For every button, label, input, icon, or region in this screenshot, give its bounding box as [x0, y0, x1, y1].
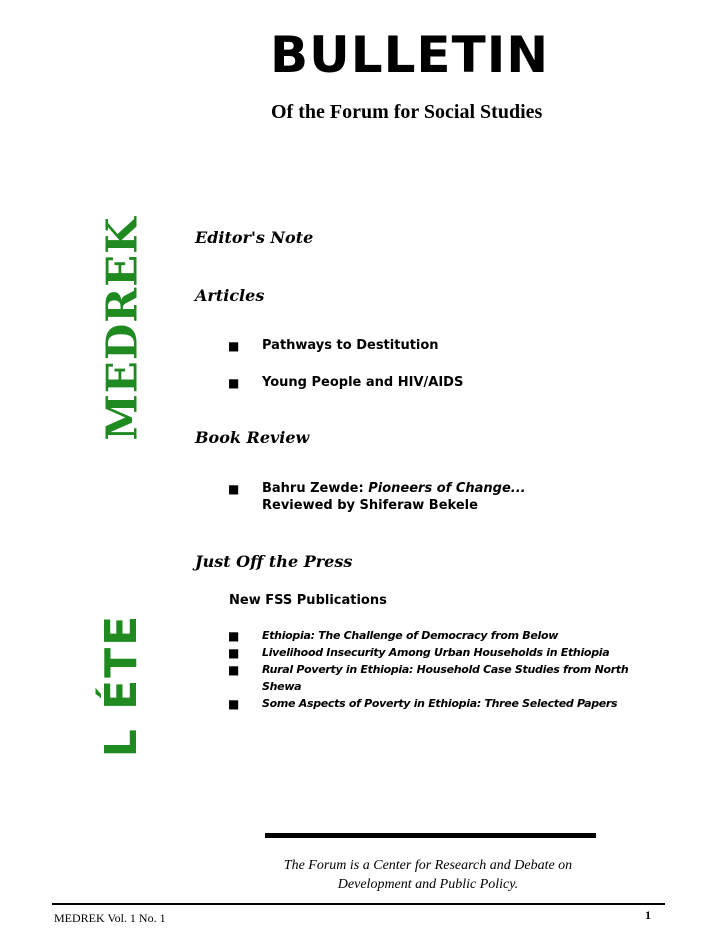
publication-item: Rural Poverty in Ethiopia: Household Case Studies from North Shewa: [262, 663, 629, 693]
book-review-reviewer: Reviewed by Shiferaw Bekele: [262, 498, 478, 513]
bullet-icon: ■: [228, 376, 240, 390]
publications-subheading: New FSS Publications: [229, 593, 387, 608]
bullet-icon: ■: [228, 646, 240, 660]
medrek-side-text: MEDREK: [97, 215, 147, 441]
book-review-title: Pioneers of Change...: [368, 481, 526, 496]
bulletin-title: BULLETIN: [270, 26, 550, 84]
bullet-icon: ■: [228, 629, 240, 643]
article-item: Pathways to Destitution: [262, 338, 439, 353]
lete-side-text: L ÉTΕ: [96, 613, 148, 757]
bullet-icon: ■: [228, 663, 240, 677]
book-review-entry: [262, 480, 526, 514]
page-number: 1: [645, 908, 651, 922]
bullet-icon: ■: [228, 697, 240, 711]
footer-issue-label: MEDREK Vol. 1 No. 1: [54, 911, 166, 925]
bullet-icon: ■: [228, 339, 240, 353]
lete-side-label: [96, 610, 148, 760]
bulletin-subtitle: Of the Forum for Social Studies: [271, 101, 543, 123]
publication-item: Some Aspects of Poverty in Ethiopia: Three Selected Papers: [262, 697, 618, 710]
editors-note-heading: Editor's Note: [195, 228, 314, 247]
publication-item: Livelihood Insecurity Among Urban Households in Ethiopia: [262, 646, 610, 659]
just-off-press-heading: Just Off the Press: [195, 552, 353, 571]
articles-heading: Articles: [195, 286, 265, 305]
article-item: Young People and HIV/AIDS: [262, 375, 464, 390]
book-review-heading: Book Review: [195, 428, 310, 447]
bullet-icon: ■: [228, 482, 240, 496]
footer-divider: [52, 903, 665, 905]
forum-tagline: The Forum is a Center for Research and Debate on Development and Public Policy.: [283, 858, 573, 892]
decorative-rule: [265, 833, 596, 838]
publication-item: Ethiopia: The Challenge of Democracy from Below: [262, 629, 559, 642]
medrek-side-label: [97, 215, 147, 441]
book-review-author: Bahru Zewde:: [262, 481, 364, 496]
